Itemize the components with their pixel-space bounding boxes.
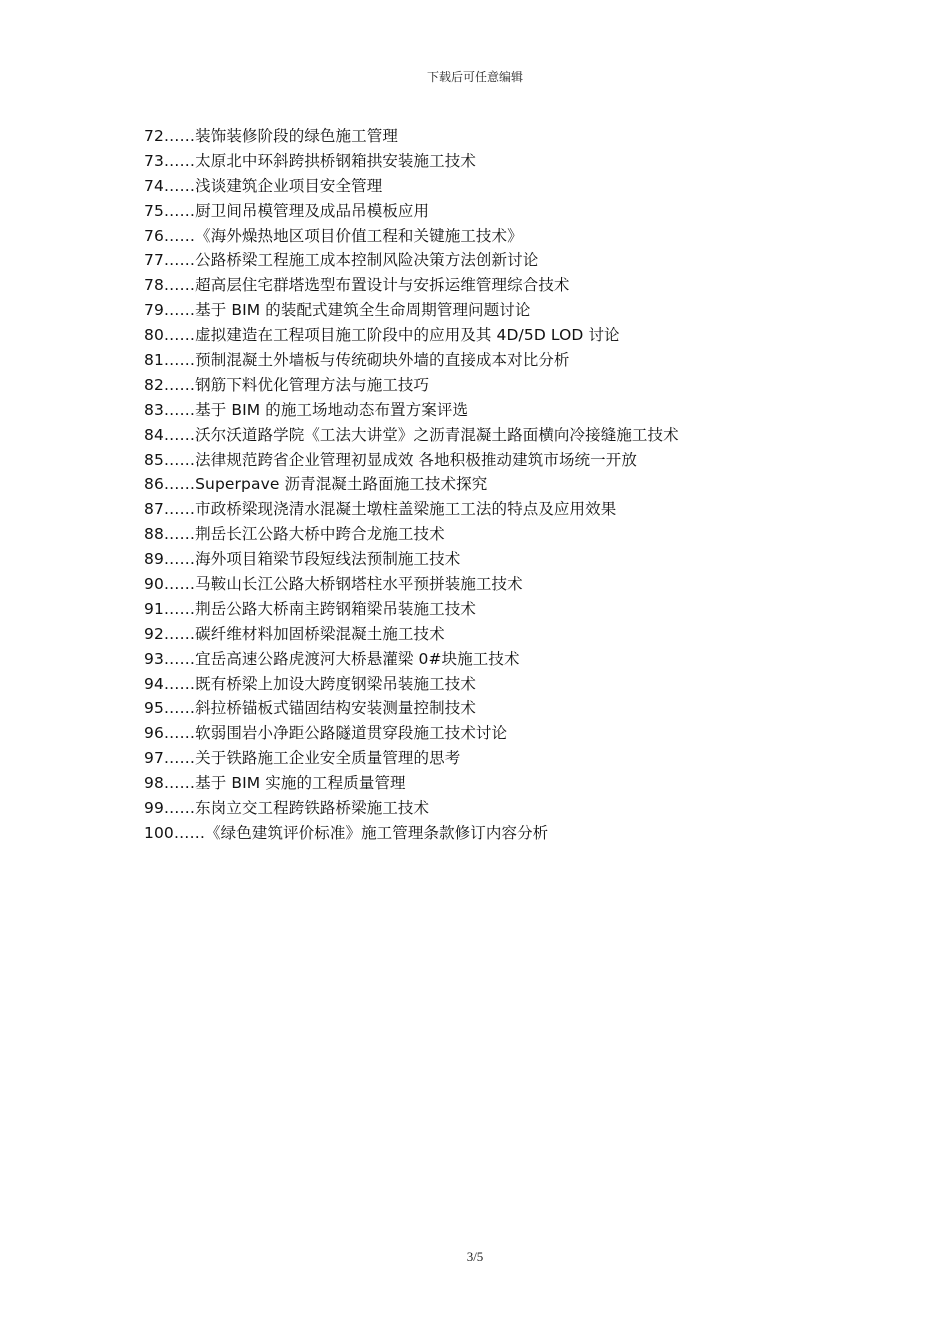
toc-entry: 83……基于 BIM 的施工场地动态布置方案评选 [144,400,469,419]
toc-entry: 82……钢筋下料优化管理方法与施工技巧 [144,375,430,394]
toc-entry: 85……法律规范跨省企业管理初显成效 各地积极推动建筑市场统一开放 [144,450,637,469]
toc-entry: 96……软弱围岩小净距公路隧道贯穿段施工技术讨论 [144,724,508,743]
toc-entry: 93……宜岳高速公路虎渡河大桥悬灌梁 0#块施工技术 [144,649,520,668]
toc-entry: 88……荆岳长江公路大桥中跨合龙施工技术 [144,525,445,544]
toc-entry: 92……碳纤维材料加固桥梁混凝土施工技术 [144,624,445,643]
toc-entry: 91……荆岳公路大桥南主跨钢箱梁吊装施工技术 [144,599,476,618]
toc-entry: 100……《绿色建筑评价标准》施工管理条款修订内容分析 [144,823,549,842]
toc-entry: 80……虚拟建造在工程项目施工阶段中的应用及其 4D/5D LOD 讨论 [144,326,620,345]
toc-list [144,124,679,846]
toc-entry: 81……预制混凝土外墙板与传统砌块外墙的直接成本对比分析 [144,351,570,370]
toc-entry: 79……基于 BIM 的装配式建筑全生命周期管理问题讨论 [144,301,531,320]
page-header: 下载后可任意编辑 [426,70,523,84]
toc-entry: 78……超高层住宅群塔选型布置设计与安拆运维管理综合技术 [144,276,570,295]
toc-entry: 77……公路桥梁工程施工成本控制风险决策方法创新讨论 [144,251,539,270]
toc-entry: 94……既有桥梁上加设大跨度钢梁吊装施工技术 [144,674,476,693]
toc-entry: 75……厨卫间吊模管理及成品吊模板应用 [144,201,430,220]
toc-entry: 84……沃尔沃道路学院《工法大讲堂》之沥青混凝土路面横向冷接缝施工技术 [144,425,679,444]
toc-entry: 73……太原北中环斜跨拱桥钢箱拱安装施工技术 [144,151,476,170]
toc-entry: 72……装饰装修阶段的绿色施工管理 [144,127,398,145]
toc-entry: 89……海外项目箱梁节段短线法预制施工技术 [144,550,461,569]
page-number: 3/5 [466,1249,484,1264]
toc-entry: 97……关于铁路施工企业安全质量管理的思考 [144,749,461,768]
toc-entry: 74……浅谈建筑企业项目安全管理 [144,176,383,195]
toc-entry: 86……Superpave 沥青混凝土路面施工技术探究 [144,475,488,494]
toc-entry: 95……斜拉桥锚板式锚固结构安装测量控制技术 [144,699,476,718]
toc-entry: 76……《海外燥热地区项目价值工程和关键施工技术》 [144,226,523,245]
toc-entry: 90……马鞍山长江公路大桥钢塔柱水平预拼装施工技术 [144,575,523,594]
toc-entry: 99……东岗立交工程跨铁路桥梁施工技术 [144,799,430,818]
toc-entry: 87……市政桥梁现浇清水混凝土墩柱盖梁施工工法的特点及应用效果 [144,500,617,519]
toc-entry: 98……基于 BIM 实施的工程质量管理 [144,774,406,793]
